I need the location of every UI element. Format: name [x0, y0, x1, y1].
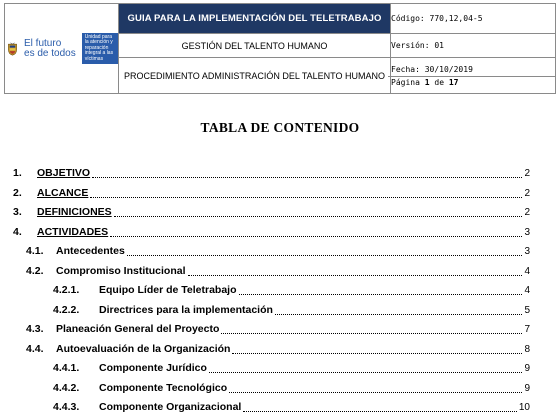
toc-heading: TABLA DE CONTENIDO: [200, 120, 360, 135]
toc-number: 4.: [13, 225, 22, 238]
toc-title[interactable]: Directrices para la implementación: [99, 303, 273, 316]
coat-of-arms-icon: [7, 39, 18, 59]
page-total: 17: [448, 77, 459, 87]
toc-page: 7: [524, 324, 530, 335]
toc-entry[interactable]: [13, 281, 530, 301]
toc-number: 4.4.1.: [53, 362, 80, 374]
toc-entry[interactable]: [13, 398, 530, 418]
toc-page: 10: [518, 402, 530, 413]
toc-title[interactable]: Componente Organizacional: [99, 401, 242, 413]
toc-number: 3.: [13, 206, 22, 218]
toc-page: 2: [524, 168, 530, 179]
unidad-label: Unidad para la atención y reparación integral a las víctimas: [82, 33, 118, 65]
toc-title[interactable]: Compromiso Institucional: [56, 264, 186, 277]
brand-slogan-line1: El futuro: [24, 37, 62, 49]
toc-leader: [127, 255, 523, 256]
toc-title[interactable]: Componente Tecnológico: [99, 381, 228, 394]
toc-number: 4.4.2.: [53, 381, 80, 394]
toc-page: 2: [524, 187, 530, 199]
toc-number: 4.2.1.: [53, 284, 80, 296]
table-of-contents: [13, 164, 530, 418]
toc-title[interactable]: Equipo Líder de Teletrabajo: [99, 284, 237, 296]
page-number: [391, 77, 555, 88]
toc-leader: [243, 411, 517, 412]
logo-cell: [5, 4, 119, 94]
document-code: Código: 770,12,04-5: [391, 4, 556, 34]
toc-title[interactable]: Antecedentes: [56, 245, 125, 257]
toc-title[interactable]: OBJETIVO: [37, 167, 91, 179]
date-page-cell: [391, 58, 556, 94]
document-header: [4, 3, 556, 93]
procedure-name: PROCEDIMIENTO ADMINISTRACIÓN DEL TALENTO HUMANO: [119, 58, 391, 94]
document-version: Versión: 01: [391, 34, 556, 58]
toc-leader: [232, 353, 522, 354]
brand-slogan: [24, 39, 76, 59]
toc-title[interactable]: Componente Jurídico: [99, 362, 207, 374]
toc-number: 4.1.: [26, 245, 44, 257]
toc-title[interactable]: DEFINICIONES: [37, 206, 112, 218]
toc-entry[interactable]: [13, 359, 530, 379]
document-date: Fecha: 30/10/2019: [388, 64, 555, 77]
logo: [5, 33, 118, 65]
toc-entry[interactable]: [13, 320, 530, 340]
toc-page: 9: [524, 382, 530, 394]
toc-entry[interactable]: [13, 301, 530, 321]
toc-title[interactable]: ALCANCE: [37, 186, 89, 199]
toc-number: 4.3.: [26, 323, 44, 335]
document-title: GUIA PARA LA IMPLEMENTACIÓN DEL TELETRABAJO: [119, 4, 391, 34]
toc-entry[interactable]: [13, 223, 530, 243]
toc-page: 3: [524, 226, 530, 238]
toc-entry[interactable]: [13, 164, 530, 184]
process-area: GESTIÓN DEL TALENTO HUMANO: [119, 34, 391, 58]
toc-leader: [275, 314, 523, 315]
toc-number: 4.2.: [26, 264, 44, 277]
toc-page: 4: [524, 265, 530, 277]
toc-leader: [221, 333, 522, 334]
toc-leader: [209, 372, 523, 373]
toc-leader: [114, 216, 523, 217]
toc-entry[interactable]: [13, 242, 530, 262]
toc-leader: [110, 236, 522, 237]
page-of: de: [434, 77, 445, 87]
toc-leader: [229, 392, 522, 393]
toc-leader: [188, 275, 523, 276]
header-table: [4, 3, 556, 94]
toc-number: 2.: [13, 186, 22, 199]
toc-entry[interactable]: [13, 184, 530, 204]
toc-page: 5: [524, 304, 530, 316]
toc-leader: [90, 197, 522, 198]
page-prefix: Página: [391, 77, 420, 87]
toc-page: 9: [524, 363, 530, 374]
toc-page: 3: [524, 246, 530, 257]
toc-entry[interactable]: [13, 262, 530, 282]
toc-number: 4.4.: [26, 342, 44, 355]
toc-page: 4: [524, 285, 530, 296]
toc-leader: [92, 177, 522, 178]
toc-number: 4.4.3.: [53, 401, 80, 413]
toc-title[interactable]: Autoevaluación de la Organización: [56, 342, 231, 355]
toc-page: 2: [524, 207, 530, 218]
toc-title[interactable]: Planeación General del Proyecto: [56, 323, 220, 335]
toc-page: 8: [524, 343, 530, 355]
toc-entry[interactable]: [13, 340, 530, 360]
toc-title[interactable]: ACTIVIDADES: [37, 225, 109, 238]
toc-number: 1.: [13, 167, 22, 179]
brand-slogan-line2: es de todos: [24, 47, 76, 59]
page-current: 1: [424, 77, 430, 87]
toc-number: 4.2.2.: [53, 303, 80, 316]
toc-leader: [239, 294, 523, 295]
toc-entry[interactable]: [13, 379, 530, 399]
toc-entry[interactable]: [13, 203, 530, 223]
